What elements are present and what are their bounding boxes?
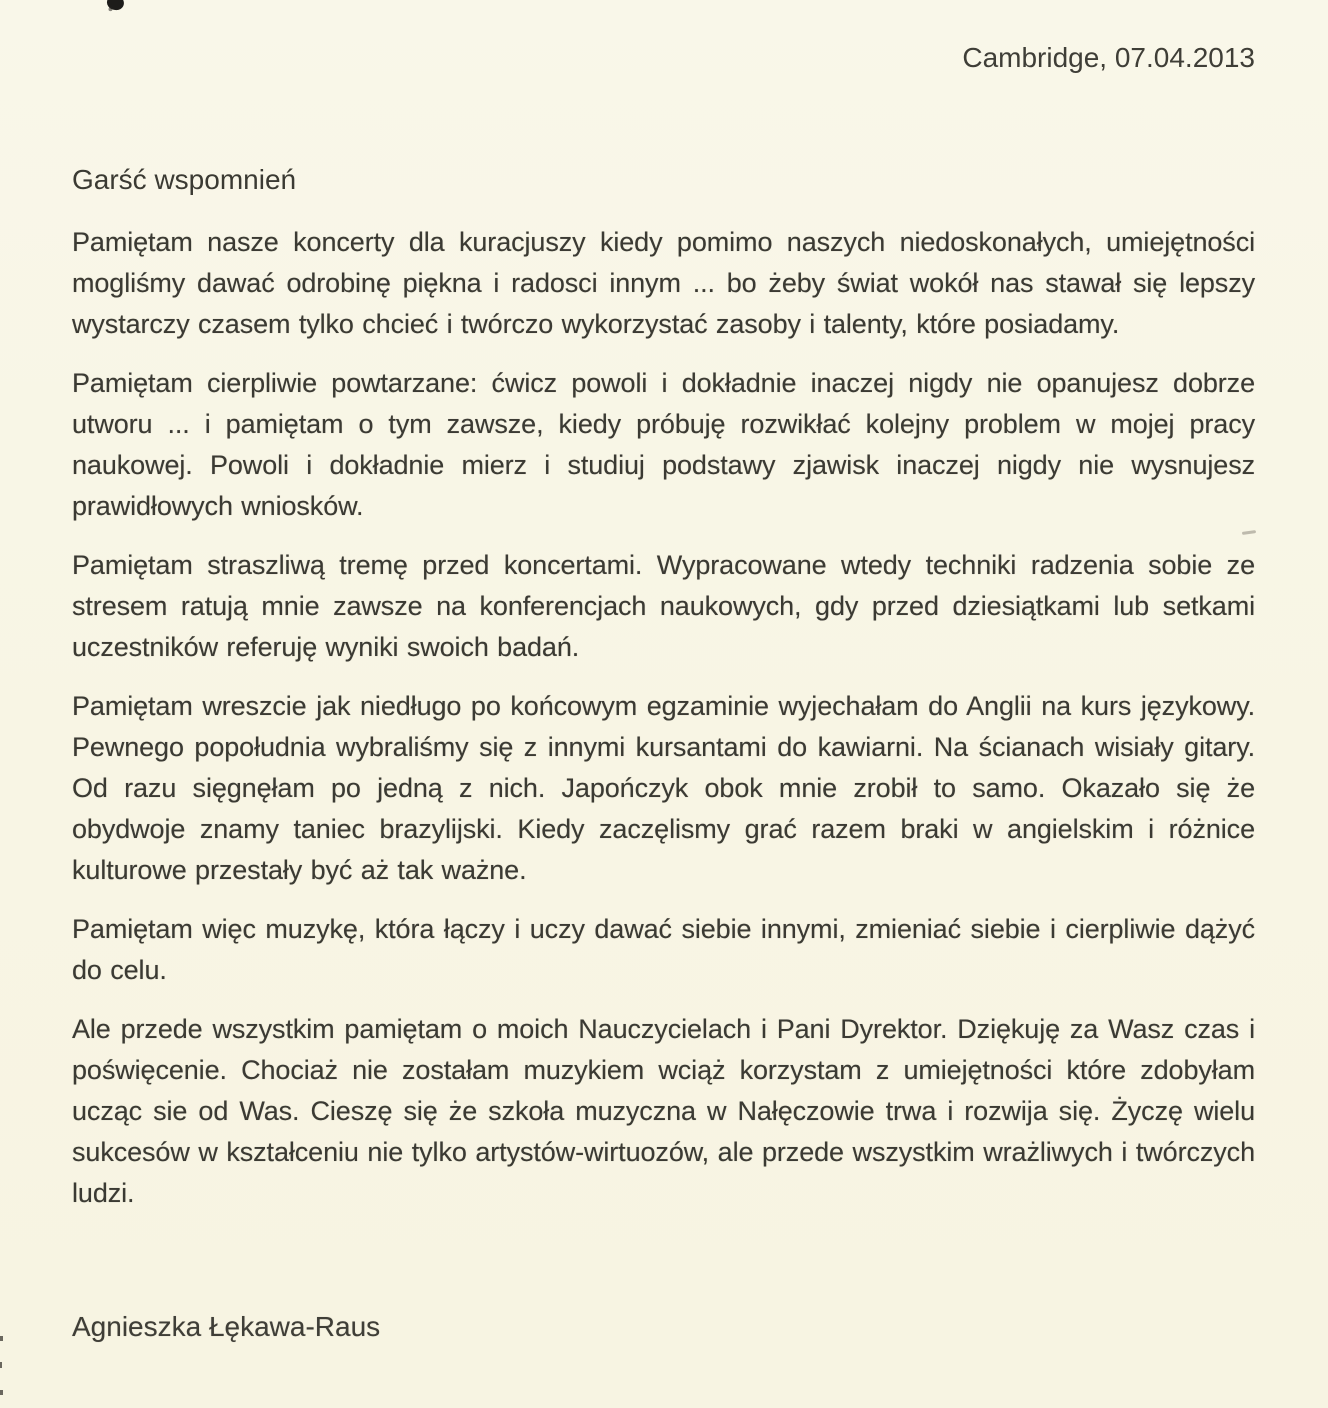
paragraph-england-guitars: Pamiętam wreszcie jak niedługo po końcowym egzaminie wyjechałam do Anglii na kurs językowy. Pewnego popołudnia wybraliśmy się z innymi kursantami do kawiarni. Na ścianach wisiały gitary. Od razu sięgnęłam po jedną z nich. Japończyk obok mnie zrobił to samo. Okazało się że obydwoje znamy taniec brazylijski. Kiedy zaczęlismy grać razem braki w angielskim i różnice kulturowe przestały być aż tak ważne. <box>72 691 1255 885</box>
letter-title: Garść wspomnień <box>72 164 297 195</box>
paragraph-music-unites: Pamiętam więc muzykę, która łączy i uczy dawać siebie innymi, zmieniać siebie i cierpliwie dążyć do celu. <box>72 914 1255 985</box>
letter-body <box>72 222 1255 1214</box>
signature: Agnieszka Łękawa-Raus <box>72 1311 381 1342</box>
paragraph-stage-fright: Pamiętam straszliwą tremę przed koncertami. Wypracowane wtedy techniki radzenia sobie ze stresem ratują mnie zawsze na konferencjach naukowych, gdy przed dziesiątkami lub setkami uczestników referuję wyniki swoich badań. <box>72 550 1255 662</box>
scan-artifact-edge <box>0 1336 3 1341</box>
scan-artifact-edge <box>0 1390 3 1395</box>
date-line: Cambridge, 07.04.2013 <box>962 42 1255 73</box>
scan-artifact-edge <box>0 1362 2 1368</box>
scan-artifact-top <box>106 0 126 12</box>
paragraph-practice-patiently: Pamiętam cierpliwie powtarzane: ćwicz powoli i dokładnie inaczej nigdy nie opanujesz dobrze utworu ... i pamiętam o tym zawsze, kiedy próbuję rozwikłać kolejny problem w mojej pracy naukowej. Powoli i dokładnie mierz i studiuj podstawy zjawisk inaczej nigdy nie wysnujesz prawidłowych wniosków. <box>72 368 1255 521</box>
paragraph-thanks-teachers: Ale przede wszystkim pamiętam o moich Nauczycielach i Pani Dyrektor. Dziękuję za Wasz czas i poświęcenie. Chociaż nie zostałam muzykiem wciąż korzystam z umiejętności które zdobyłam ucząc sie od Was. Cieszę się że szkoła muzyczna w Nałęczowie trwa i rozwija się. Życzę wielu sukcesów w kształceniu nie tylko artystów-wirtuozów, ale przede wszystkim wrażliwych i twórczych ludzi. <box>72 1014 1255 1208</box>
paragraph-memories-concerts: Pamiętam nasze koncerty dla kuracjuszy kiedy pomimo naszych niedoskonałych, umiejętności mogliśmy dawać odrobinę piękna i radosci innym ... bo żeby świat wokół nas stawał się lepszy wystarczy czasem tylko chcieć i twórczo wykorzystać zasoby i talenty, które posiadamy. <box>72 227 1255 339</box>
